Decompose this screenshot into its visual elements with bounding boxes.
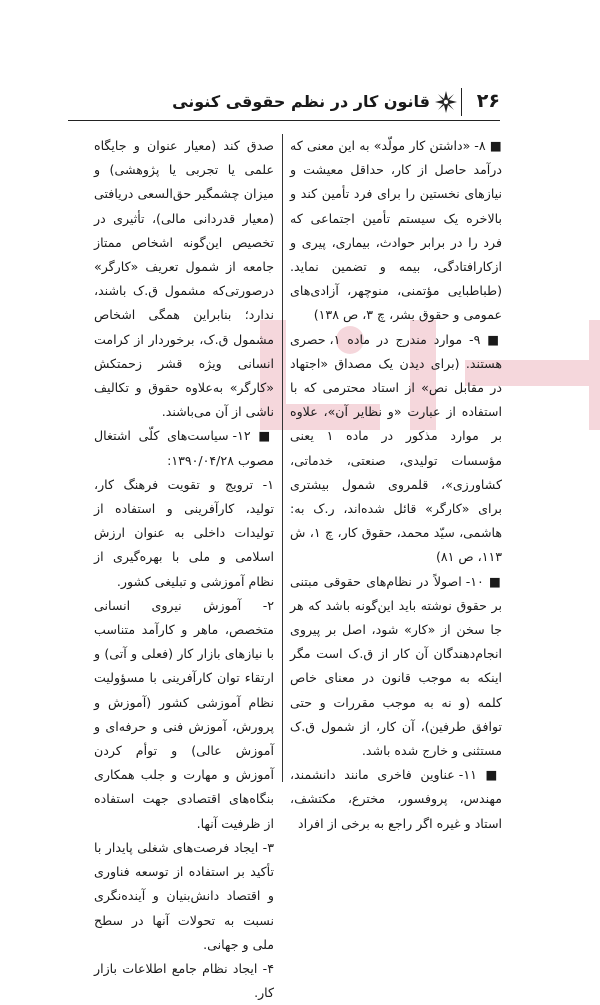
policy-item-2: ۲- آموزش نیروی انسانی متخصص، ماهر و کارآمد متناسب با نیازهای بازار کار (فعلی و آتی) و ارتقاء توان کارآفرینی با مسؤولیت نظام آموزشی کشور (آموزش و پرورش، آموزش فنی و حرفه‌ای و آموزش عالی) و توأم کردن آموزش و مهارت و جلب همکاری بنگاه‌های اقتصادی جهت استفاده از ظرفیت آنها. — [94, 597, 274, 831]
book-title: قانون کار در نظم حقوقی کنونی — [172, 92, 430, 111]
page-number: ۲۶ — [476, 90, 500, 112]
header-separator — [461, 88, 462, 116]
page-header — [68, 88, 500, 122]
column-divider — [282, 134, 283, 782]
note-11: ■ ۱۱- عناوین فاخری مانند دانشمند، مهندس، پروفسور، مخترع، مکتشف، استاد و غیره اگر راجع به برخی از افراد — [290, 767, 502, 831]
note-12: ■ ۱۲- سیاست‌های کلّی اشتغال مصوب ۱۳۹۰/۰۴/۲۸: — [94, 428, 275, 468]
note-8: ■ ۸- «داشتن کار مولّد» به این معنی که درآمد حاصل از کار، حداقل معیشت و نیازهای نخستین را برای فرد تأمین کند و بالاخره یک سیستم تأمین اجتماعی که فرد را در برابر حوادث، بیماری، پیری و ازکارافتادگی، بیمه و تضمین نماید. (طباطبایی مؤتمنی، منوچهر، آزادی‌های عمومی و حقوق بشر، چ ۳، ص ۱۳۸) — [290, 138, 502, 323]
left-column — [94, 134, 274, 1005]
policy-item-1: ۱- ترویج و تقویت فرهنگ کار، تولید، کارآفرینی و استفاده از تولیدات داخلی به عنوان ارزش اسلامی و ملی با بهره‌گیری از نظام آموزشی و تبلیغی کشور. — [94, 476, 274, 589]
note-9: ■ ۹- موارد مندرج در ماده ۱، حصری هستند. (برای دیدن یک مصداق «اجتهاد در مقابل نص» از استاد محترمی که با استفاده از عبارت «و نظایر آن»، علاوه بر موارد مذکور در ماده ۱ یعنی مؤسسات تولیدی، صنعتی، خدماتی، کشاورزی»، قلمروی شمول بیشتری برای «کارگر» قائل شده‌اند، ر.ک به: هاشمی، سیّد محمد، حقوق کار، چ ۱، ش ۱۱۳، ص ۸۱) — [290, 331, 502, 565]
policy-item-3: ۳- ایجاد فرصت‌های شغلی پایدار با تأکید بر استفاده از توسعه فناوری و اقتصاد دانش‌بنیان و آینده‌نگری نسبت به تحولات آنها در سطح ملی و جهانی. — [94, 839, 274, 952]
right-column — [290, 134, 502, 836]
header-rule — [68, 120, 500, 121]
star-ornament-icon — [434, 90, 458, 114]
note-11-continued: صدق کند (معیار عنوان و جایگاه علمی یا تجربی یا پژوهشی) و میزان چشمگیر حق‌السعی دریافتی (معیار قدردانی مالی)، تأثیری در تخصیص این‌گونه اشخاص ممتاز جامعه از شمول تعریف «کارگر» درصورتی‌که مشمول ق.ک باشند، ندارد؛ بنابراین همگی اشخاص مشمول ق.ک، برخوردار از کرامت انسانی ویژه قشر زحمتکش «کارگر» به‌علاوه حقوق و تکالیف ناشی از آن می‌باشند. — [94, 138, 274, 420]
policy-item-4: ۴- ایجاد نظام جامع اطلاعات بازار کار. — [94, 960, 274, 1001]
note-10: ■ ۱۰- اصولاً در نظام‌های حقوقی مبتنی بر حقوق نوشته باید این‌گونه باشد که هر جا سخن از «کار» شود، اصل بر پیروی انجام‌دهندگان آن کار از ق.ک است مگر اینکه به موجب قانون در معنای خاص کلمه (و نه به موجب مقررات و حتی توافق طرفین)، آن کار، از شمول ق.ک مستثنی و خارج شده باشد. — [290, 573, 502, 759]
